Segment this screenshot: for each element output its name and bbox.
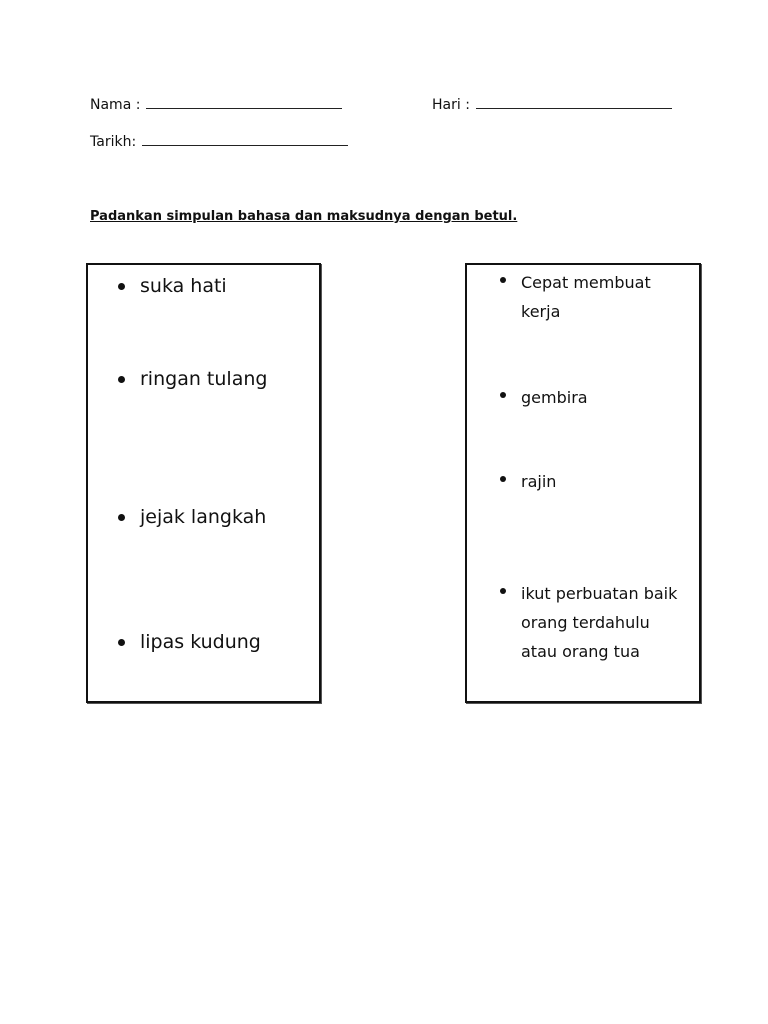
bullet-icon [118,639,125,646]
idiom-text: jejak langkah [140,506,267,528]
meaning-item[interactable] [500,467,690,496]
idiom-item[interactable] [118,366,267,392]
idiom-text: ringan tulang [140,368,268,390]
date-label: Tarikh: [90,134,137,150]
bullet-icon [118,283,125,290]
bullet-icon [500,392,506,398]
meaning-item[interactable] [500,383,690,412]
meaning-text: gembira [521,388,588,407]
name-field [90,96,342,113]
idiom-item[interactable] [118,629,261,655]
meaning-text: Cepat membuat kerja [521,273,651,321]
meaning-item[interactable] [500,579,690,666]
bullet-icon [500,476,506,482]
instruction-text: Padankan simpulan bahasa dan maksudnya dengan betul. [90,209,518,224]
meaning-item[interactable] [500,268,690,326]
bullet-icon [500,588,506,594]
meanings-box [465,263,701,703]
bullet-icon [500,277,506,283]
idiom-text: lipas kudung [140,631,261,653]
idiom-item[interactable] [118,273,227,299]
name-label: Nama : [90,97,141,113]
day-label: Hari : [432,97,470,113]
idiom-item[interactable] [118,504,266,530]
meaning-text: ikut perbuatan baik orang terdahulu atau orang tua [521,584,678,661]
date-blank-line[interactable] [142,133,348,146]
meaning-text: rajin [521,472,557,491]
bullet-icon [118,376,125,383]
date-field [90,133,348,150]
bullet-icon [118,514,125,521]
idioms-box [86,263,321,703]
day-field [432,96,672,113]
idiom-text: suka hati [140,275,227,297]
name-blank-line[interactable] [146,96,342,109]
day-blank-line[interactable] [476,96,672,109]
